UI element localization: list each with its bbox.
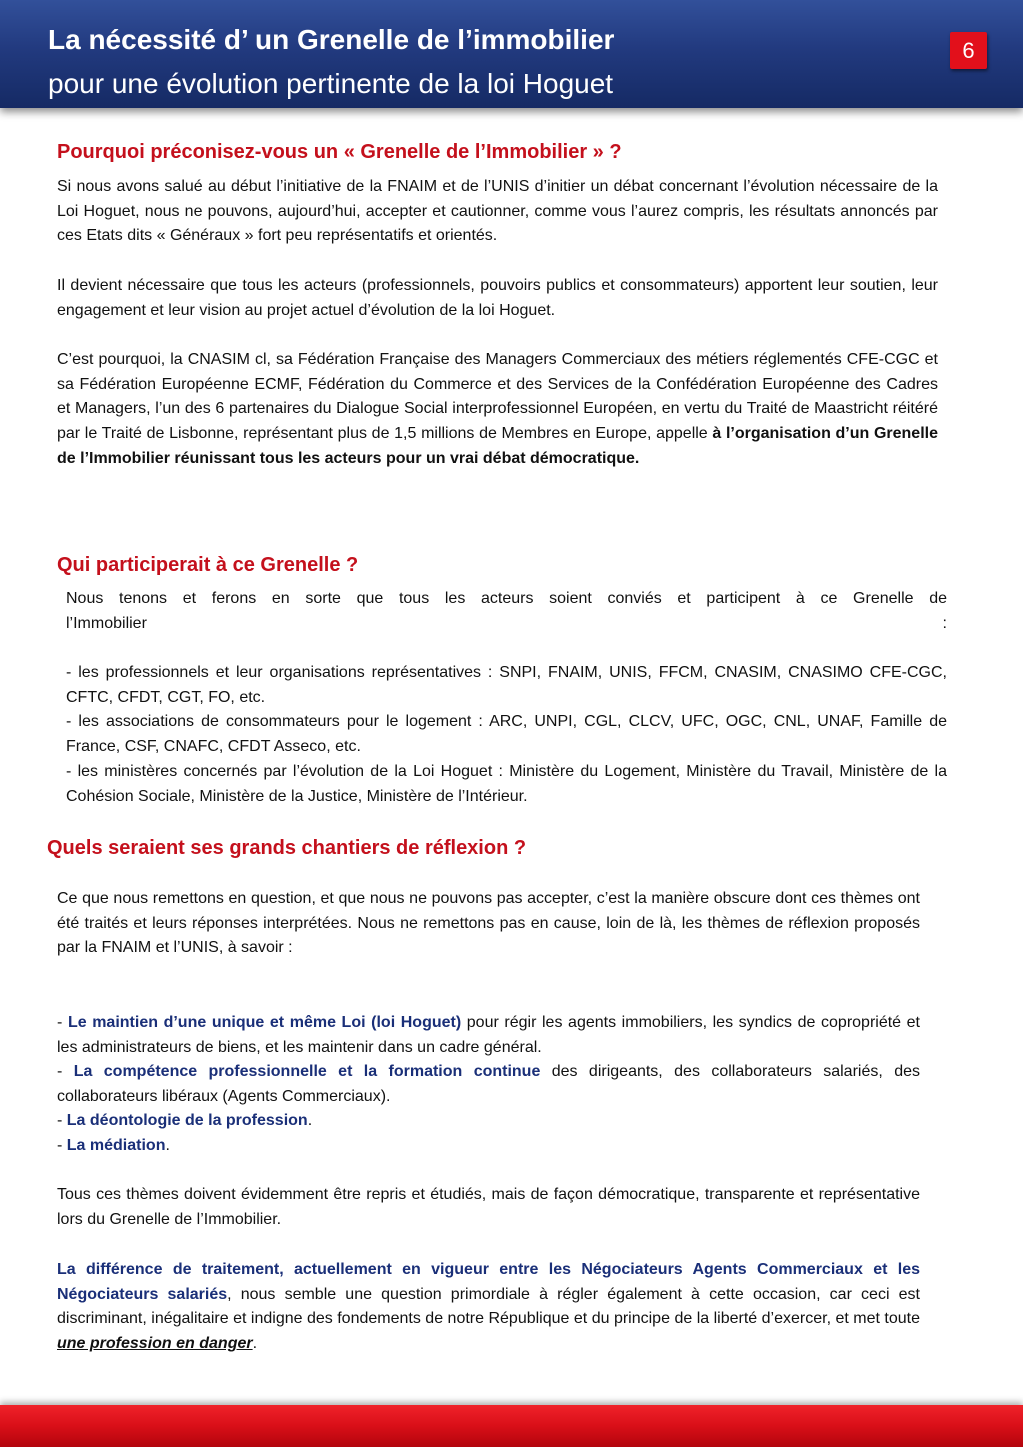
dash: -	[57, 1112, 67, 1129]
section3-final-paragraph	[57, 1258, 920, 1357]
header-title-line1: La nécessité d’ un Grenelle de l’immobilier	[48, 24, 615, 55]
final-paragraph-underline: une profession en danger	[57, 1335, 253, 1353]
final-paragraph-bold: La différence de traitement, actuellement en vigueur entre les Négociateurs Agents Commerciaux et les Négociateurs salariés	[57, 1261, 920, 1303]
theme-competence-text: des dirigeants, des collaborateurs salariés, des collaborateurs libéraux (Agents Commerciaux).	[57, 1063, 920, 1105]
section1-paragraph3	[57, 348, 938, 472]
section2-item-ministeres: - les ministères concernés par l’évolution de la Loi Hoguet : Ministère du Logement, Ministère du Travail, Ministère de la Cohésion Sociale, Ministère de la Justice, Ministère de l’Intérieur.	[66, 763, 947, 805]
final-paragraph-text: , nous semble une question primordiale à régler également à cette occasion, car ceci est discriminant, inégalitaire et indigne des fondements de notre République et du principe de la liberté d’exercer, et met toute	[57, 1285, 921, 1328]
theme-loi-bold: Le maintien d’une unique et même Loi (loi Hoguet)	[67, 1014, 462, 1031]
section2-intro-line1-text: Nous tenons et ferons en sorte que tous les acteurs soient conviés et participent à ce Grenelle de	[66, 590, 947, 607]
section3-theme-competence	[57, 1060, 920, 1109]
page-number-badge: 6	[950, 32, 987, 69]
section2-intro	[66, 587, 947, 636]
section2-item-associations: - les associations de consommateurs pour le logement : ARC, UNPI, CGL, CLCV, UFC, OGC, CNL, UNAF, Famille de France, CSF, CNAFC, CFDT Asseco, etc.	[66, 713, 947, 755]
section3-theme-deontologie	[57, 1109, 920, 1134]
section2-item-professionnels: - les professionnels et leur organisations représentatives : SNPI, FNAIM, UNIS, FFCM, CNASIM, CNASIMO CFE-CGC, CFTC, CFDT, CGT, FO, etc.	[66, 664, 947, 706]
theme-mediation-text: .	[165, 1137, 170, 1154]
header-title-line2: pour une évolution pertinente de la loi Hoguet	[48, 68, 614, 99]
theme-loi-text: pour régir les agents immobiliers, les syndics de copropriété et les administrateurs de biens, et les maintenir dans un cadre général.	[57, 1014, 921, 1056]
section3-heading: Quels seraient ses grands chantiers de réflexion ?	[47, 837, 527, 859]
section2-heading: Qui participerait à ce Grenelle ?	[57, 554, 359, 576]
section2-intro-line2	[66, 612, 947, 637]
page-header	[0, 0, 1023, 108]
final-paragraph-end: .	[252, 1335, 258, 1353]
theme-deontologie-bold: La déontologie de la profession	[66, 1112, 308, 1129]
page-footer-bar	[0, 1405, 1023, 1447]
theme-competence-bold: La compétence professionnelle et la formation continue	[73, 1063, 541, 1080]
section1-paragraph1: Si nous avons salué au début l’initiative de la FNAIM et de l’UNIS d’initier un débat concernant l’évolution nécessaire de la Loi Hoguet, nous ne pouvons, aujourd’hui, accepter et cautionner, comme vous l’aurez compris, les résultats annoncés par ces Etats dits « Généraux » fort peu représentatifs et orientés.	[57, 178, 938, 245]
section3-theme-loi	[57, 1011, 920, 1060]
section3-themes-paragraph: Tous ces thèmes doivent évidemment être repris et étudiés, mais de façon démocratique, transparente et représentative lors du Grenelle de l’Immobilier.	[57, 1186, 920, 1228]
section1-heading: Pourquoi préconisez-vous un « Grenelle de l’Immobilier » ?	[57, 141, 622, 163]
section1-paragraph2: Il devient nécessaire que tous les acteurs (professionnels, pouvoirs publics et consommateurs) apportent leur soutien, leur engagement et leur vision au projet actuel d’évolution de la loi Hoguet.	[57, 277, 938, 319]
theme-deontologie-text: .	[307, 1112, 313, 1129]
dash: -	[57, 1063, 74, 1080]
section1-paragraph3-bold: à l’organisation d’un Grenelle de l’Immobilier réunissant tous les acteurs pour un vrai débat démocratique.	[57, 425, 938, 467]
section2-intro-line1	[66, 587, 947, 612]
dash: -	[57, 1137, 67, 1154]
section2-intro-line2-right: :	[942, 614, 947, 632]
section3-theme-mediation	[57, 1134, 920, 1159]
section2-intro-line2-left: l’Immobilier	[66, 614, 147, 632]
theme-mediation-bold: La médiation	[66, 1137, 166, 1154]
section3-intro: Ce que nous remettons en question, et que nous ne pouvons pas accepter, c’est la manière obscure dont ces thèmes ont été traités et leurs réponses interprétées. Nous ne remettons pas en cause, loin de là, les thèmes de réflexion proposés par la FNAIM et l’UNIS, à savoir :	[57, 890, 920, 957]
dash: -	[57, 1014, 68, 1031]
section1-paragraph3-text: C’est pourquoi, la CNASIM cl, sa Fédération Française des Managers Commerciaux des métiers réglementés CFE-CGC et sa Fédération Européenne ECMF, Fédération du Commerce et des Services de la Confédération Européenne des Cadres et Managers, l’un des 6 partenaires du Dialogue Social interprofessionnel Européen, en vertu du Traité de Maastricht réitéré par le Traité de Lisbonne, représentant plus de 1,5 millions de Membres en Europe, appelle	[57, 351, 938, 443]
